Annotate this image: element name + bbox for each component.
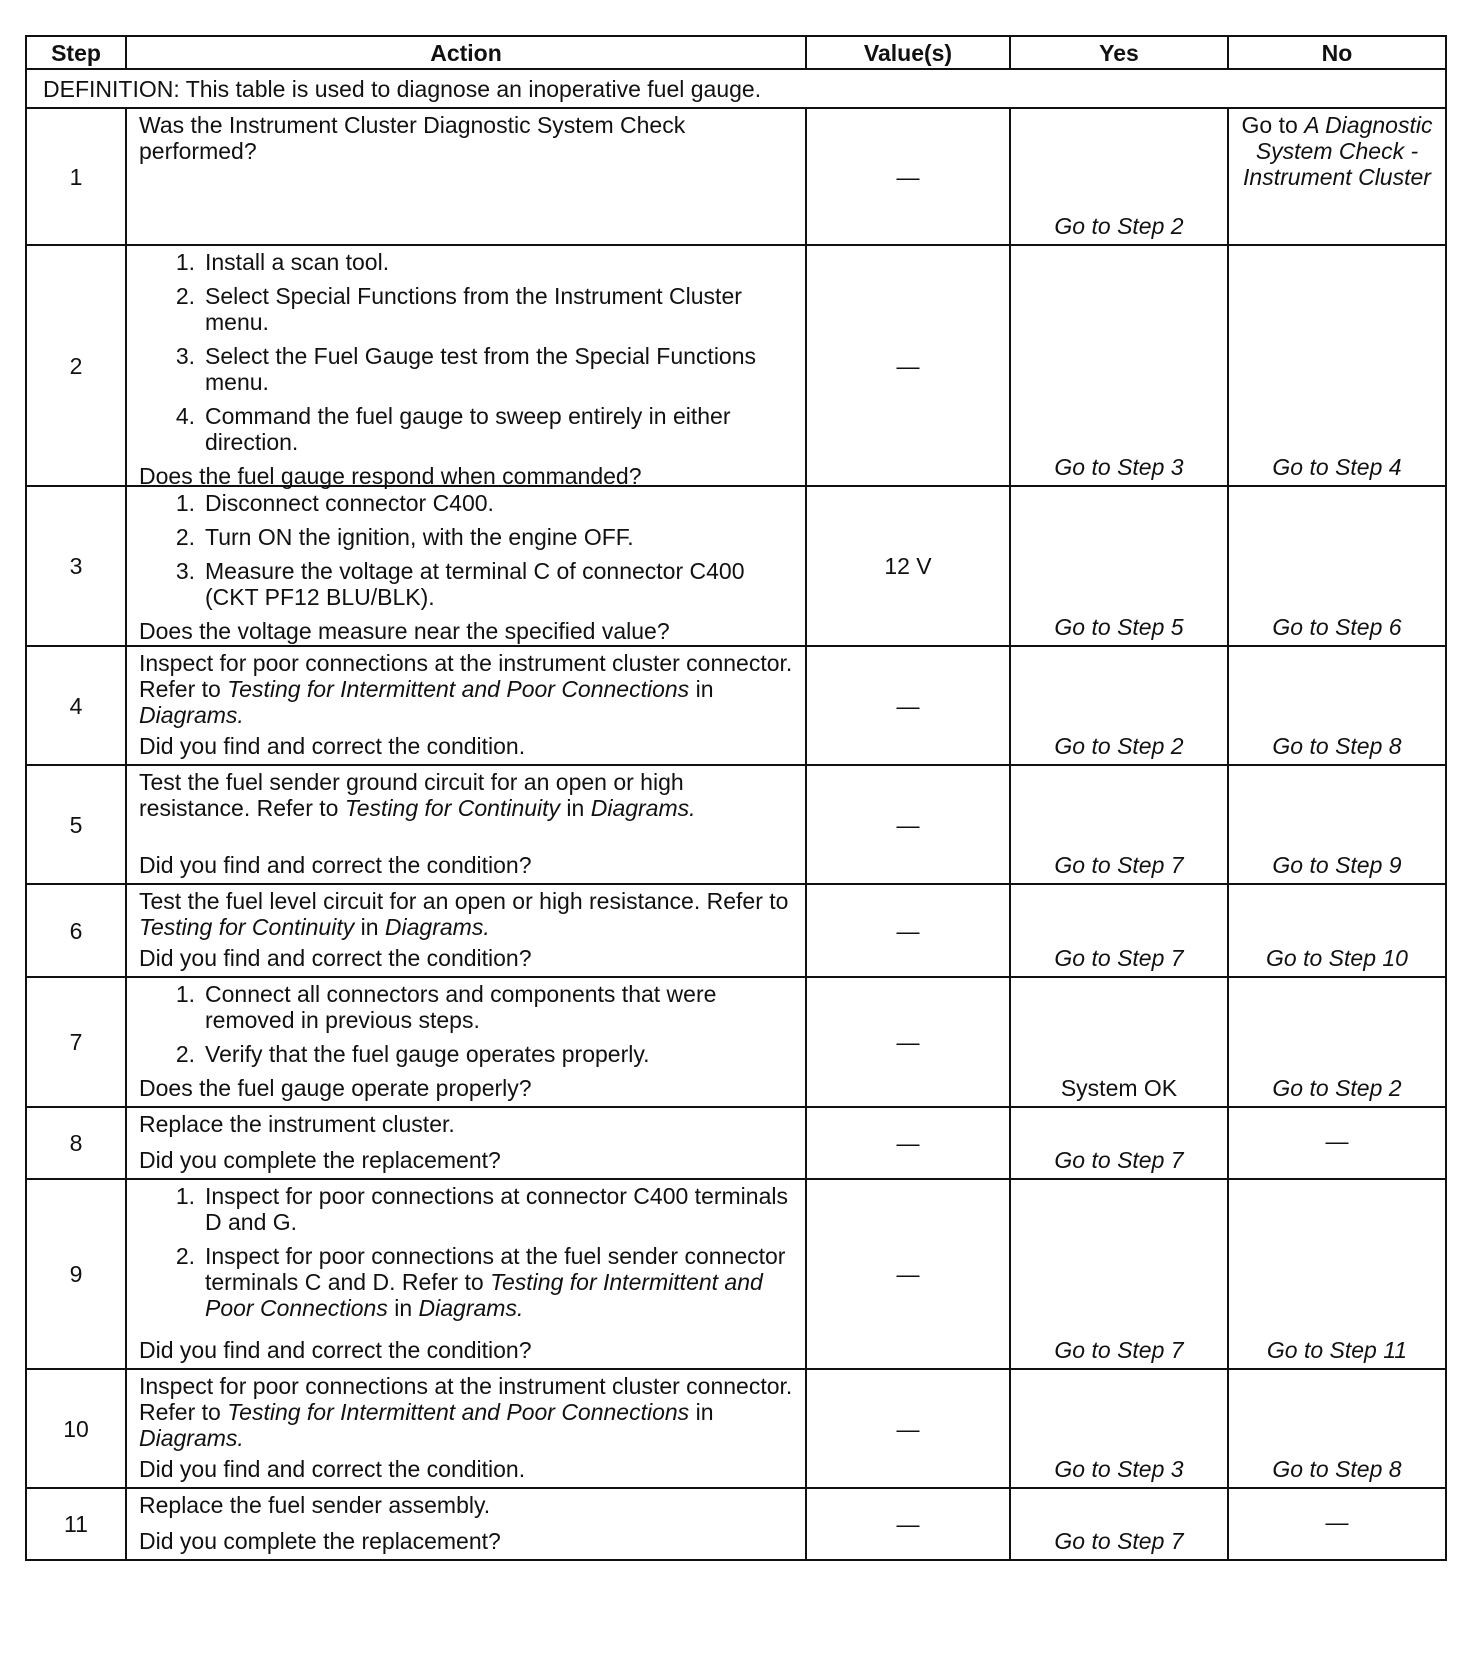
list-item xyxy=(139,403,795,455)
list-item xyxy=(139,1243,795,1321)
list-item-text: Select Special Functions from the Instrument Cluster menu. xyxy=(205,282,742,335)
step-number: 9 xyxy=(26,1179,126,1369)
diagnostic-table xyxy=(25,35,1447,1561)
action-cell xyxy=(126,1107,806,1179)
yes-cell: Go to Step 2 xyxy=(1010,108,1228,245)
value-cell: — xyxy=(806,646,1010,765)
list-item-number: 2. xyxy=(175,1040,195,1067)
action-text: Inspect for poor connections at the instrument cluster connector. Refer to Testing for Intermittent and Poor Connections in Diagrams. xyxy=(139,1373,793,1451)
value-cell: — xyxy=(806,245,1010,486)
action-text: Inspect for poor connections at the instrument cluster connector. Refer to Testing for Intermittent and Poor Connections in Diagrams. xyxy=(139,650,793,728)
table-row xyxy=(26,245,1446,486)
action-steps xyxy=(139,249,795,463)
value-cell: — xyxy=(806,765,1010,884)
action-cell xyxy=(126,1488,806,1560)
action-question: Did you find and correct the condition? xyxy=(139,852,532,879)
list-item xyxy=(139,249,795,275)
no-cell: Go to Step 9 xyxy=(1228,765,1446,884)
table-row xyxy=(26,646,1446,765)
action-text: Was the Instrument Cluster Diagnostic System Check performed? xyxy=(139,112,686,164)
action-steps xyxy=(139,981,795,1075)
list-item xyxy=(139,343,795,395)
no-cell: — xyxy=(1228,1107,1446,1179)
value-cell: — xyxy=(806,977,1010,1107)
step-number: 4 xyxy=(26,646,126,765)
list-item-number: 4. xyxy=(175,402,195,429)
action-cell xyxy=(126,884,806,977)
table-row xyxy=(26,108,1446,245)
no-cell: Go to Step 10 xyxy=(1228,884,1446,977)
step-number: 8 xyxy=(26,1107,126,1179)
action-question: Did you find and correct the condition? xyxy=(139,1337,532,1364)
no-cell: — xyxy=(1228,1488,1446,1560)
action-question: Did you find and correct the condition. xyxy=(139,733,526,760)
table-row xyxy=(26,1488,1446,1560)
value-cell: — xyxy=(806,108,1010,245)
list-item-text: Turn ON the ignition, with the engine OFF. xyxy=(205,523,634,550)
yes-cell: Go to Step 7 xyxy=(1010,884,1228,977)
value-cell: — xyxy=(806,1488,1010,1560)
no-cell: Go to Step 6 xyxy=(1228,486,1446,646)
definition-text: DEFINITION: This table is used to diagnose an inoperative fuel gauge. xyxy=(26,69,1446,108)
list-item-text: Install a scan tool. xyxy=(205,249,390,275)
list-item xyxy=(139,1183,795,1235)
list-item xyxy=(139,490,795,516)
list-item-number: 1. xyxy=(175,981,195,1007)
step-number: 10 xyxy=(26,1369,126,1488)
no-cell: Go to Step 4 xyxy=(1228,245,1446,486)
step-number: 7 xyxy=(26,977,126,1107)
action-steps xyxy=(139,490,795,618)
step-number: 2 xyxy=(26,245,126,486)
list-item-number: 3. xyxy=(175,557,195,584)
step-number: 1 xyxy=(26,108,126,245)
table-row xyxy=(26,1107,1446,1179)
table-row xyxy=(26,765,1446,884)
list-item xyxy=(139,283,795,335)
value-cell: — xyxy=(806,884,1010,977)
list-item-number: 2. xyxy=(175,282,195,309)
header-no: No xyxy=(1228,36,1446,69)
table-row xyxy=(26,977,1446,1107)
list-item-number: 3. xyxy=(175,342,195,369)
value-cell: 12 V xyxy=(806,486,1010,646)
list-item-text: Select the Fuel Gauge test from the Special Functions menu. xyxy=(205,342,757,395)
yes-cell: Go to Step 7 xyxy=(1010,1488,1228,1560)
list-item xyxy=(139,558,795,610)
action-text: Test the fuel level circuit for an open or high resistance. Refer to Testing for Continuity in Diagrams. xyxy=(139,888,789,940)
header-yes: Yes xyxy=(1010,36,1228,69)
list-item-text: Measure the voltage at terminal C of connector C400 (CKT PF12 BLU/BLK). xyxy=(205,557,745,610)
action-question: Did you complete the replacement? xyxy=(139,1528,501,1555)
no-cell: Go to A Diagnostic System Check - Instrument Cluster xyxy=(1228,108,1446,245)
action-question: Did you find and correct the condition. xyxy=(139,1456,526,1483)
action-cell xyxy=(126,486,806,646)
list-item-number: 2. xyxy=(175,1242,195,1269)
action-text: Replace the fuel sender assembly. xyxy=(139,1492,491,1518)
table-row xyxy=(26,1369,1446,1488)
value-cell: — xyxy=(806,1107,1010,1179)
list-item-text: Connect all connectors and components that were removed in previous steps. xyxy=(205,981,717,1033)
yes-cell: Go to Step 3 xyxy=(1010,245,1228,486)
yes-cell: Go to Step 5 xyxy=(1010,486,1228,646)
list-item xyxy=(139,981,795,1033)
list-item-text: Inspect for poor connections at connector C400 terminals D and G. xyxy=(205,1183,788,1235)
action-cell xyxy=(126,1369,806,1488)
no-cell: Go to Step 11 xyxy=(1228,1179,1446,1369)
definition-row xyxy=(26,69,1446,108)
list-item-number: 1. xyxy=(175,490,195,516)
action-cell xyxy=(126,765,806,884)
action-cell xyxy=(126,245,806,489)
action-question: Does the fuel gauge respond when commanded? xyxy=(139,462,642,489)
step-number: 6 xyxy=(26,884,126,977)
yes-cell: Go to Step 7 xyxy=(1010,765,1228,884)
yes-cell: Go to Step 7 xyxy=(1010,1107,1228,1179)
yes-cell: Go to Step 2 xyxy=(1010,646,1228,765)
no-cell: Go to Step 8 xyxy=(1228,646,1446,765)
table-row xyxy=(26,486,1446,646)
table-row xyxy=(26,1179,1446,1369)
list-item-text: Disconnect connector C400. xyxy=(205,490,494,516)
value-cell: — xyxy=(806,1179,1010,1369)
action-steps xyxy=(139,1183,795,1329)
list-item-text: Verify that the fuel gauge operates properly. xyxy=(205,1040,650,1067)
list-item-text: Inspect for poor connections at the fuel sender connector terminals C and D. Refer to Testing for Intermittent and Poor Connections in Diagrams. xyxy=(205,1242,786,1321)
action-text: Replace the instrument cluster. xyxy=(139,1111,455,1137)
step-number: 5 xyxy=(26,765,126,884)
value-cell: — xyxy=(806,1369,1010,1488)
action-question: Does the fuel gauge operate properly? xyxy=(139,1075,532,1102)
yes-cell: Go to Step 3 xyxy=(1010,1369,1228,1488)
action-question: Did you find and correct the condition? xyxy=(139,945,532,972)
header-action: Action xyxy=(126,36,806,69)
list-item-number: 2. xyxy=(175,523,195,550)
step-number: 3 xyxy=(26,486,126,646)
action-text: Test the fuel sender ground circuit for an open or high resistance. Refer to Testing for Continuity in Diagrams. xyxy=(139,769,696,821)
header-values: Value(s) xyxy=(806,36,1010,69)
yes-cell: Go to Step 7 xyxy=(1010,1179,1228,1369)
action-question: Did you complete the replacement? xyxy=(139,1147,501,1174)
action-cell xyxy=(126,1179,806,1369)
step-number: 11 xyxy=(26,1488,126,1560)
no-cell: Go to Step 2 xyxy=(1228,977,1446,1107)
action-cell xyxy=(126,108,806,245)
no-cell: Go to Step 8 xyxy=(1228,1369,1446,1488)
action-cell xyxy=(126,646,806,765)
list-item xyxy=(139,1041,795,1067)
list-item xyxy=(139,524,795,550)
header-row xyxy=(26,36,1446,69)
list-item-number: 1. xyxy=(175,1183,195,1209)
table-row xyxy=(26,884,1446,977)
header-step: Step xyxy=(26,36,126,69)
list-item-number: 1. xyxy=(175,249,195,275)
action-question: Does the voltage measure near the specified value? xyxy=(139,617,670,644)
action-cell xyxy=(126,977,806,1107)
yes-cell: System OK xyxy=(1010,977,1228,1107)
list-item-text: Command the fuel gauge to sweep entirely in either direction. xyxy=(205,402,731,455)
